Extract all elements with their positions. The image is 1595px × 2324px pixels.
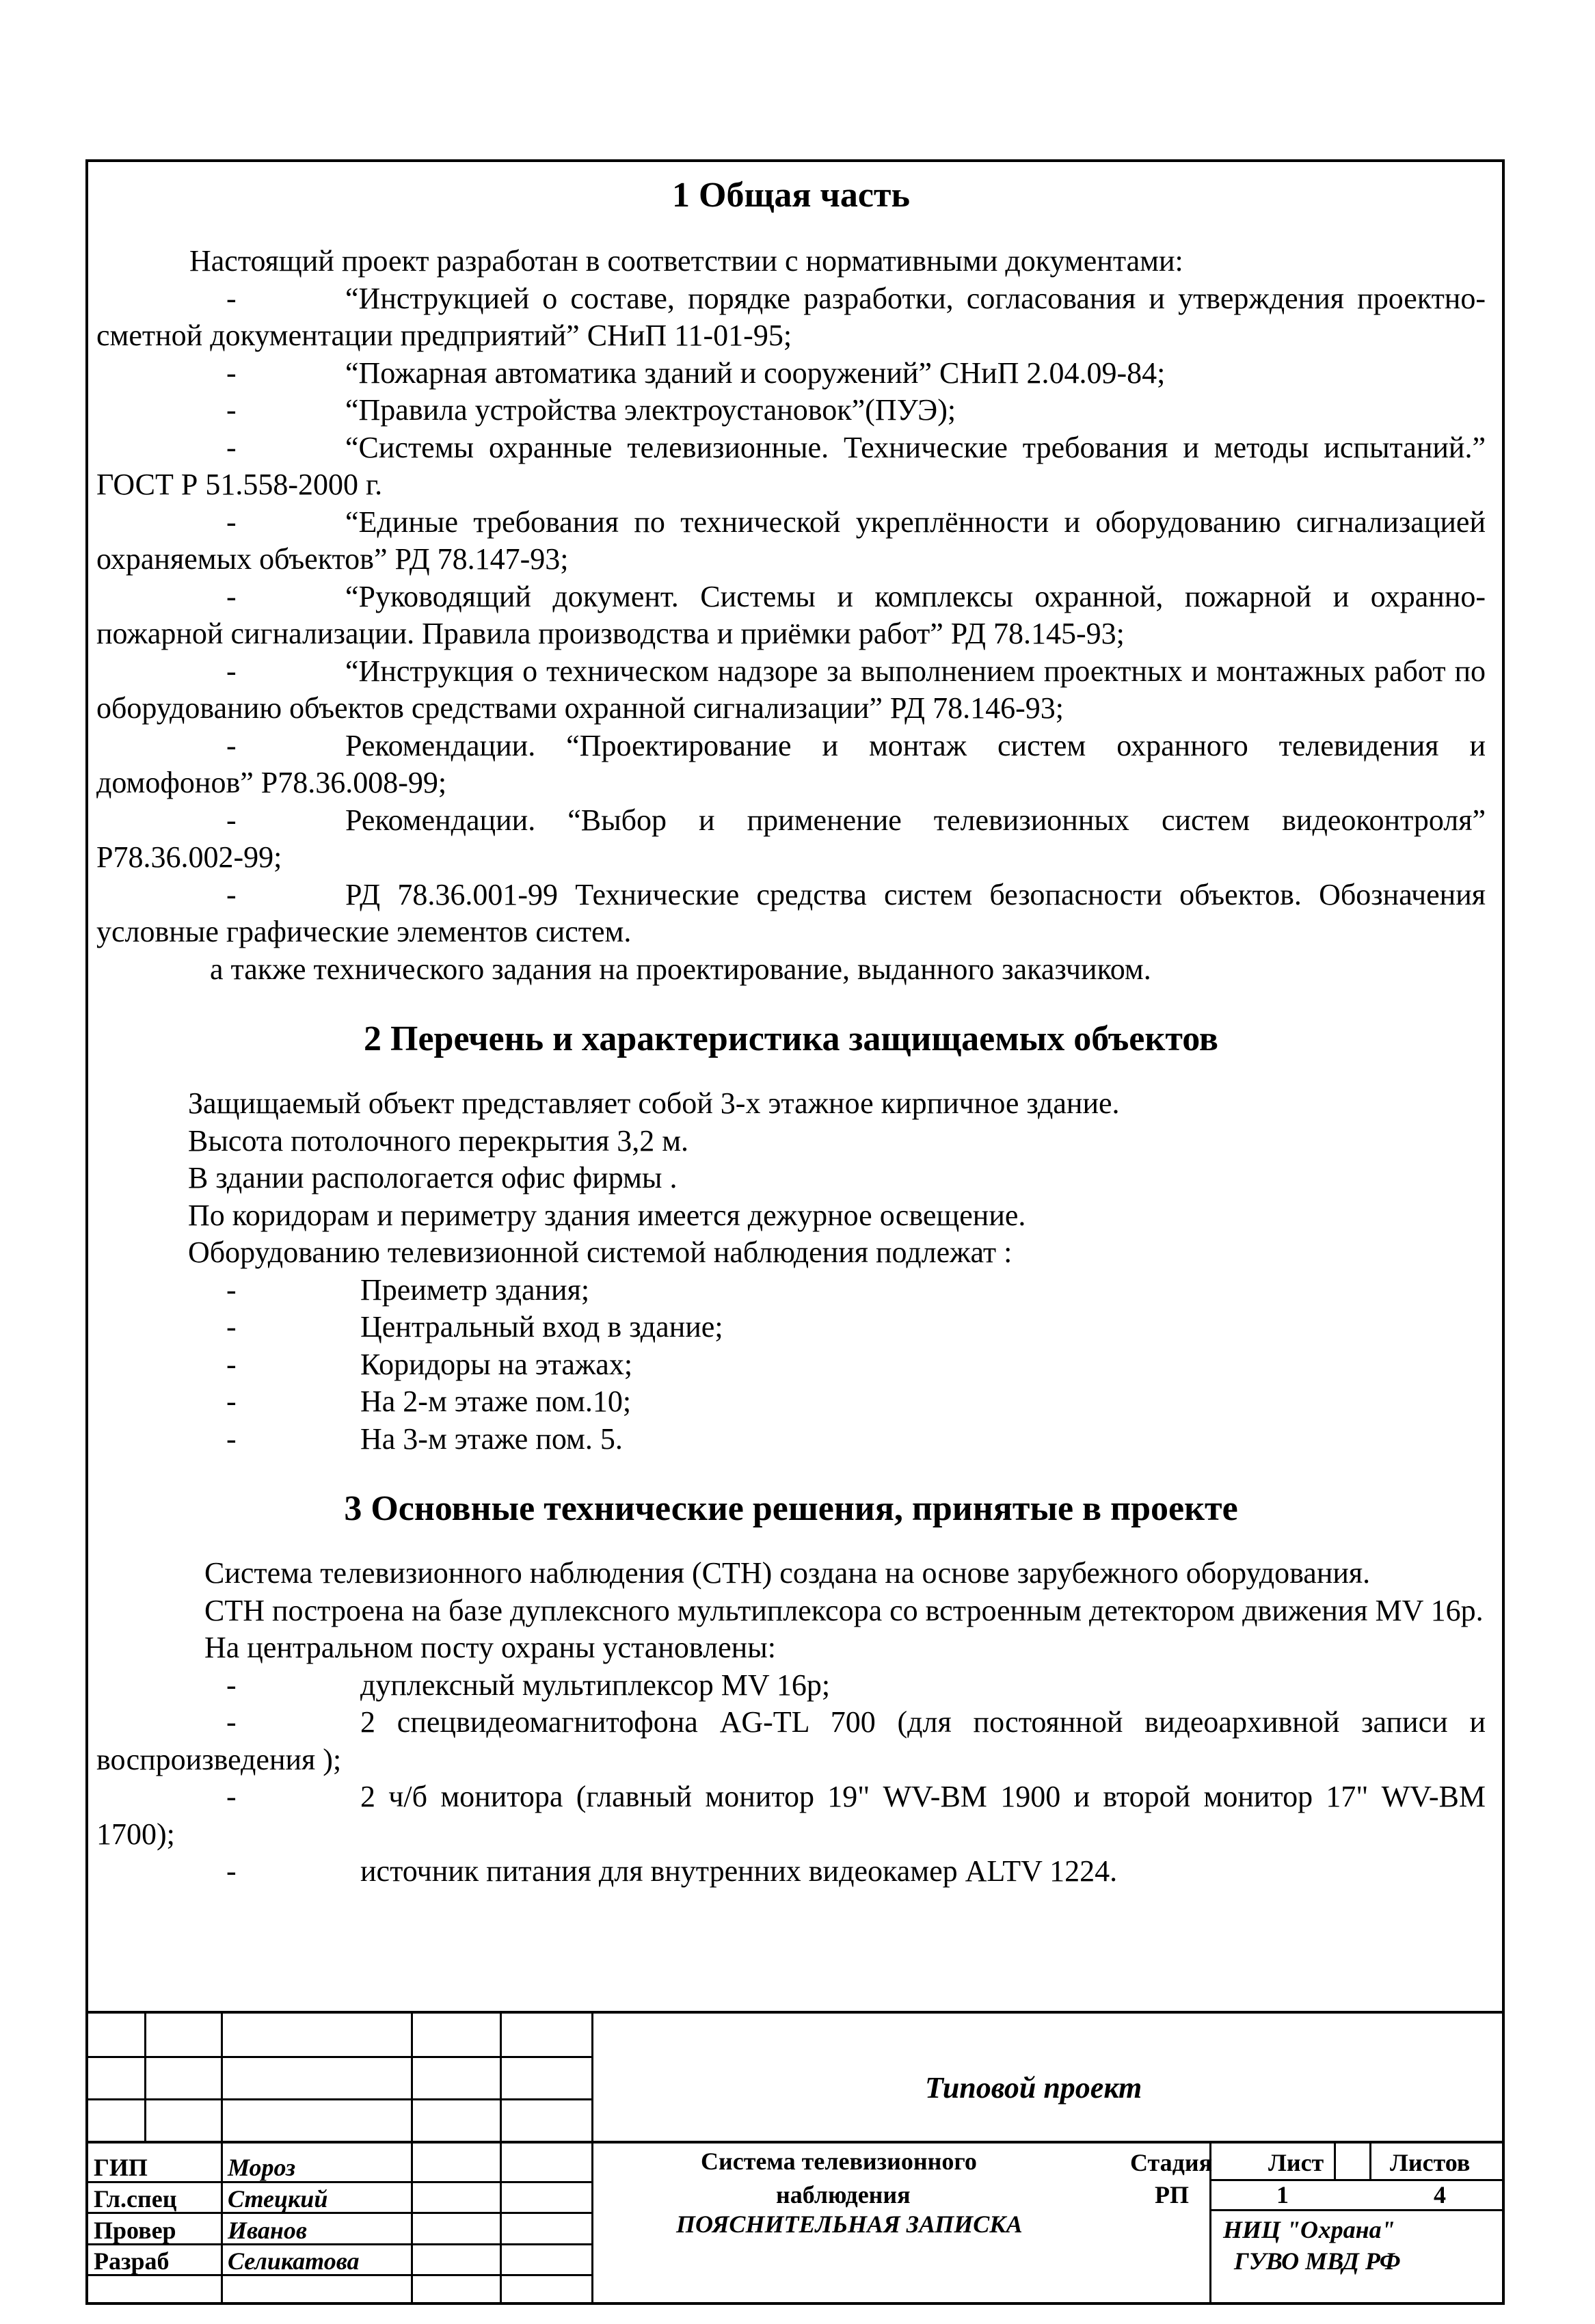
organization-line-2: ГУВО МВД РФ	[1234, 2247, 1401, 2275]
s1-items-item	[96, 877, 1486, 951]
stage-label: Стадия	[1130, 2149, 1213, 2176]
section-2-list	[96, 1272, 1486, 1458]
list-dash: -	[226, 1385, 237, 1418]
list-dash: -	[226, 281, 237, 315]
list-item-text: На 3-м этаже пом. 5.	[360, 1421, 623, 1456]
name-checker: Иванов	[228, 2217, 307, 2244]
section-2-title: 2 Перечень и характеристика защищаемых объектов	[364, 1019, 1218, 1058]
document-body	[96, 162, 1486, 2008]
list-item-text: Преиметр здания;	[360, 1272, 590, 1307]
section-2-line: По коридорам и периметру здания имеется дежурное освещение.	[188, 1198, 1026, 1232]
list-dash: -	[226, 1780, 237, 1813]
list-dash: -	[226, 430, 237, 464]
document-frame	[85, 159, 1505, 2305]
sheet-value: 1	[1276, 2181, 1289, 2208]
s1-items-item	[96, 504, 1486, 578]
list-dash: -	[226, 1347, 237, 1381]
list-dash: -	[226, 1272, 237, 1307]
s2-items-item	[96, 1421, 1486, 1458]
list-dash: -	[226, 1668, 237, 1702]
list-dash: -	[226, 1854, 237, 1888]
sheet-label: Лист	[1268, 2149, 1324, 2176]
system-line-2: наблюдения	[776, 2181, 911, 2208]
list-item-text: “Системы охранные телевизионные. Технические требования и методы испытаний.” ГОСТ Р 51.558-2000 г.	[96, 430, 1486, 501]
section-2-line: Защищаемый объект представляет собой 3-х этажное кирпичное здание.	[188, 1086, 1120, 1120]
role-gip: ГИП	[94, 2154, 148, 2181]
list-item-text: На 2-м этаже пом.10;	[360, 1385, 632, 1418]
list-dash: -	[226, 654, 237, 688]
role-checker: Провер	[94, 2217, 176, 2244]
list-item-text: Коридоры на этажах;	[360, 1347, 633, 1381]
section-3-p3: На центральном посту охраны установлены:	[204, 1631, 776, 1664]
s1-items-item	[96, 653, 1486, 727]
list-item-text: “Инструкцией о составе, порядке разработки, согласования и утверждения проектно-сметной документации предприятий” СНиП 11-01-95;	[96, 281, 1486, 352]
section-1-title: 1 Общая часть	[672, 176, 910, 215]
s2-items-item	[96, 1309, 1486, 1346]
s1-items-item	[96, 727, 1486, 802]
list-dash: -	[226, 728, 237, 762]
section-2-line: Высота потолочного перекрытия 3,2 м.	[188, 1123, 689, 1158]
section-3-title: 3 Основные технические решения, принятые в проекте	[344, 1489, 1238, 1528]
role-chief-specialist: Гл.спец	[94, 2185, 177, 2213]
section-1-list	[96, 280, 1486, 951]
list-dash: -	[226, 579, 237, 613]
list-dash: -	[226, 356, 237, 390]
section-3-p1: Система телевизионного наблюдения (СТН) создана на основе зарубежного оборудования.	[204, 1556, 1371, 1590]
sheets-value: 4	[1434, 2181, 1446, 2208]
list-item-text: источник питания для внутренних видеокамер ALTV 1224.	[360, 1854, 1118, 1888]
list-item-text: Рекомендации. “Проектирование и монтаж систем охранного телевидения и домофонов” Р78.36.008-99;	[96, 728, 1486, 799]
list-dash: -	[226, 393, 237, 427]
s1-items-item	[96, 392, 1486, 429]
section-2-line: В здании распологается офис фирмы .	[188, 1161, 678, 1194]
name-developer: Селикатова	[228, 2247, 360, 2275]
list-item-text: 2 ч/б монитора (главный монитор 19" WV-BM 1900 и второй монитор 17" WV-BM 1700);	[96, 1780, 1486, 1851]
organization-line-1: НИЦ "Охрана"	[1223, 2216, 1395, 2243]
s2-items-item	[96, 1383, 1486, 1421]
s3-items-item	[96, 1667, 1486, 1705]
list-item-text: Центральный вход в здание;	[360, 1310, 723, 1344]
document-type: ПОЯСНИТЕЛЬНАЯ ЗАПИСКА	[676, 2211, 1023, 2238]
list-item-text: “Правила устройства электроустановок”(ПУЭ);	[345, 393, 956, 427]
list-dash: -	[226, 1705, 237, 1739]
list-item-text: “Пожарная автоматика зданий и сооружений” СНиП 2.04.09-84;	[345, 356, 1166, 390]
name-gip: Мороз	[228, 2154, 296, 2181]
role-developer: Разраб	[94, 2247, 170, 2275]
name-chief-specialist: Стецкий	[228, 2185, 328, 2213]
s2-items-item	[96, 1272, 1486, 1309]
system-line-1: Система телевизионного	[701, 2148, 977, 2175]
project-type: Типовой проект	[925, 2071, 1142, 2105]
title-block	[88, 2011, 1502, 2305]
list-item-text: “Единые требования по технической укреплённости и оборудованию сигнализацией охраняемых объектов” РД 78.147-93;	[96, 505, 1486, 576]
list-item-text: “Руководящий документ. Системы и комплексы охранной, пожарной и охранно-пожарной сигнализации. Правила производства и приёмки работ” РД 78.145-93;	[96, 579, 1486, 650]
list-dash: -	[226, 505, 237, 539]
s1-items-item	[96, 429, 1486, 504]
list-dash: -	[226, 877, 237, 911]
list-item-text: Рекомендации. “Выбор и применение телевизионных систем видеоконтроля” Р78.36.002-99;	[96, 803, 1486, 874]
s1-items-item	[96, 802, 1486, 877]
s1-items-item	[96, 280, 1486, 355]
section-1-intro: Настоящий проект разработан в соответствии с нормативными документами:	[189, 244, 1183, 278]
s2-items-item	[96, 1346, 1486, 1384]
list-dash: -	[226, 803, 237, 837]
section-3-list	[96, 1667, 1486, 1891]
s3-items-item	[96, 1778, 1486, 1853]
s1-items-item	[96, 355, 1486, 392]
stage-value: РП	[1155, 2181, 1189, 2208]
list-item-text: дуплексный мультиплексор MV 16p;	[360, 1668, 831, 1702]
list-item-text: РД 78.36.001-99 Технические средства систем безопасности объектов. Обозначения условные графические элементов систем.	[96, 877, 1486, 948]
list-item-text: 2 спецвидеомагнитофона AG-TL 700 (для постоянной видеоархивной записи и воспроизведения );	[96, 1705, 1486, 1776]
section-3-p2: СТН построена на базе дуплексного мультиплексора со встроенным детектором движения MV 16p.	[204, 1593, 1484, 1627]
section-2-paragraphs	[96, 1085, 1486, 1272]
list-dash: -	[226, 1421, 237, 1456]
s3-items-item	[96, 1853, 1486, 1891]
list-item-text: “Инструкция о техническом надзоре за выполнением проектных и монтажных работ по оборудованию объектов средствами охранной сигнализации” РД 78.146-93;	[96, 654, 1486, 725]
s1-items-item	[96, 578, 1486, 653]
section-1-closing: а также технического задания на проектирование, выданного заказчиком.	[210, 952, 1151, 986]
sheets-label: Листов	[1390, 2149, 1471, 2176]
s3-items-item	[96, 1704, 1486, 1778]
section-2-line: Оборудованию телевизионной системой наблюдения подлежат :	[188, 1236, 1013, 1269]
list-dash: -	[226, 1310, 237, 1344]
